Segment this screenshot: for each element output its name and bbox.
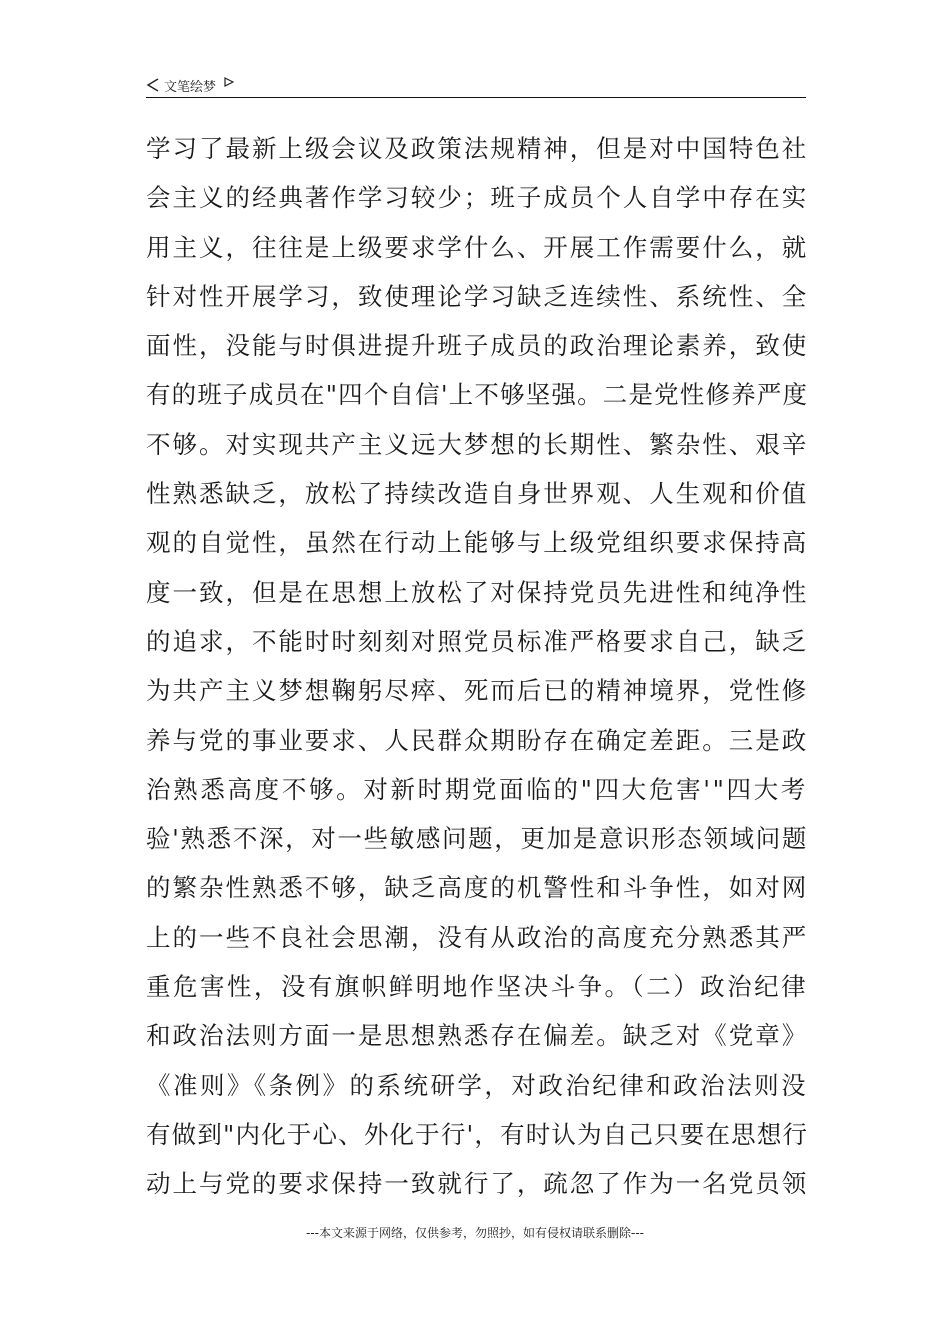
header-divider <box>146 97 806 98</box>
page-header <box>146 74 806 96</box>
body-line: 和政治法则方面一是思想熟悉存在偏差。缺乏对《党章》 <box>146 1021 808 1051</box>
triangle-left-icon <box>146 78 160 92</box>
header-title: 文笔绘梦 <box>164 79 217 95</box>
body-line: 治熟悉高度不够。对新时期党面临的"四大危害'"四大考 <box>146 774 808 804</box>
body-line: 《准则》《条例》的系统研学，对政治纪律和政治法则没 <box>146 1070 808 1100</box>
body-line: 重危害性，没有旗帜鲜明地作坚决斗争。（二）政治纪律 <box>146 972 808 1002</box>
document-body <box>146 124 808 1209</box>
body-line: 用主义，往往是上级要求学什么、开展工作需要什么，就 <box>146 232 808 262</box>
body-line: 度一致，但是在思想上放松了对保持党员先进性和纯净性 <box>146 577 808 607</box>
body-line: 观的自觉性，虽然在行动上能够与上级党组织要求保持高 <box>146 528 808 558</box>
footer-disclaimer: ---本文来源于网络，仅供参考，勿照抄，如有侵权请联系删除--- <box>306 1226 644 1240</box>
body-line: 面性，没能与时俱进提升班子成员的政治理论素养，致使 <box>146 331 808 361</box>
body-line: 动上与党的要求保持一致就行了，疏忽了作为一名党员领 <box>146 1169 808 1199</box>
body-line: 的繁杂性熟悉不够，缺乏高度的机警性和斗争性，如对网 <box>146 873 808 903</box>
body-line: 性熟悉缺乏，放松了持续改造自身世界观、人生观和价值 <box>146 479 808 509</box>
body-line: 有做到"内化于心、外化于行'，有时认为自己只要在思想行 <box>146 1119 808 1149</box>
body-line: 验'熟悉不深，对一些敏感问题，更加是意识形态领域问题 <box>146 824 808 854</box>
triangle-right-icon <box>224 77 234 87</box>
body-line: 不够。对实现共产主义远大梦想的长期性、繁杂性、艰辛 <box>146 429 808 459</box>
body-line: 的追求，不能时时刻刻对照党员标准严格要求自己，缺乏 <box>146 626 808 656</box>
body-line: 有的班子成员在"四个自信'上不够坚强。二是党性修养严度 <box>146 380 808 410</box>
body-line: 针对性开展学习，致使理论学习缺乏连续性、系统性、全 <box>146 281 808 311</box>
body-line: 会主义的经典著作学习较少；班子成员个人自学中存在实 <box>146 183 808 213</box>
body-line: 上的一些不良社会思潮，没有从政治的高度充分熟悉其严 <box>146 922 808 952</box>
body-line: 养与党的事业要求、人民群众期盼存在确定差距。三是政 <box>146 725 808 755</box>
body-line: 学习了最新上级会议及政策法规精神，但是对中国特色社 <box>146 134 808 163</box>
body-line: 为共产主义梦想鞠躬尽瘁、死而后已的精神境界，党性修 <box>146 676 808 706</box>
